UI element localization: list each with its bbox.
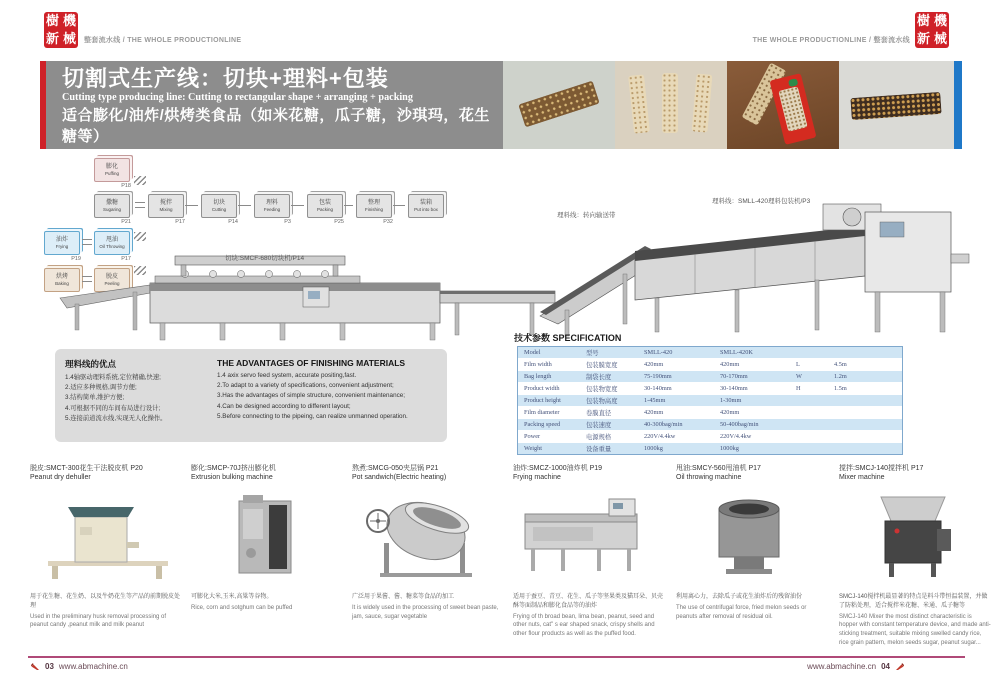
spec-cell: 卷膜直径 — [586, 410, 612, 417]
packaged-bars-photo — [727, 61, 839, 149]
spec-cell: 420mm — [720, 361, 740, 368]
machine-card-fryer — [513, 464, 665, 639]
spec-cell: 1000kg — [644, 445, 663, 452]
flow-card-label-zh: 油炸 — [55, 237, 68, 243]
granola-bar — [518, 81, 600, 128]
spec-cell: Film diameter — [524, 409, 560, 416]
spec-cell: 包装膜宽度 — [586, 362, 618, 369]
photo-strip-blue-bar — [954, 61, 962, 149]
flow-card-label-en: Finishing — [364, 207, 383, 212]
advantage-item: 1.4轴驱动理料系统,定位精确,快速; — [65, 374, 161, 381]
flow-card-label-zh: 脱皮 — [105, 274, 118, 280]
machine-title-en: Mixer machine — [839, 474, 885, 482]
flow-card-label-zh: 搅拌 — [159, 200, 172, 206]
packing-machine-label: 理料线：SMLL-420理料包装机/P3 — [712, 198, 811, 205]
flow-card-label-en: Frying — [55, 244, 69, 249]
spec-cell: 4.5m — [834, 361, 847, 368]
spec-cell: 包装物高度 — [586, 398, 618, 405]
spec-cell: W — [796, 373, 802, 380]
flow-card-label-en: Feeding — [263, 207, 281, 212]
spec-cell: Power — [524, 433, 541, 440]
seal-char: 機 — [933, 13, 947, 28]
seal-char: 械 — [933, 31, 947, 46]
seal-char: 樹 — [45, 13, 59, 28]
spec-row — [518, 358, 902, 370]
machine-desc-zh: SMCJ-140搅拌机最显著的特点是料斗带恒温装置，并做了防粘处理，适合搅拌米花糖、米通、瓜子糖等 — [839, 594, 988, 609]
machine-card-mixer — [839, 464, 991, 647]
flow-card-page-ref: P21 — [121, 219, 131, 225]
flow-card-label-en: Mixing — [159, 207, 173, 212]
spec-cell: Film width — [524, 361, 552, 368]
footer-right — [745, 661, 905, 671]
machine-desc-en: Frying of th broad bean, lima bean, peanut, seed and other nuts, cat" s ear shaped snack, crispy shells and other flour products as well as the puffed food. — [513, 613, 655, 637]
flow-card-label-en: Sugaring — [102, 207, 121, 212]
machine-title-zh: 脱皮:SMCT-300花生干法脱皮机 P20 — [30, 465, 143, 472]
spec-cell: 75-190mm — [644, 373, 672, 380]
spec-row — [518, 382, 902, 394]
spec-cell: 电源规格 — [586, 434, 612, 441]
spec-cell: 包装物宽度 — [586, 386, 618, 393]
flow-card-page-ref: P3 — [284, 219, 291, 225]
advantages-box — [55, 349, 447, 442]
flow-card-page-ref: P32 — [383, 219, 393, 225]
spec-cell: 220V/4.4kw — [644, 433, 676, 440]
flow-card-page-ref: P17 — [121, 256, 131, 262]
flow-card-label-en: Puffing — [105, 171, 119, 176]
flow-card-label-en: Put into box — [414, 207, 438, 212]
machine-title-en: Oil throwing machine — [676, 474, 742, 482]
flow-card-label-zh: 膨化 — [105, 164, 118, 170]
spec-title: 技术参数 SPECIFICATION — [514, 333, 622, 343]
spec-row — [518, 430, 902, 442]
spec-cell: Bag length — [524, 373, 552, 380]
rice-candy-bar — [662, 73, 678, 133]
flow-card-label-zh: 烘烤 — [55, 274, 68, 280]
seal-char: 新 — [916, 31, 930, 46]
spec-row — [518, 406, 902, 418]
spec-row — [518, 442, 902, 454]
flow-connector-diagonal — [134, 176, 146, 185]
spec-row — [518, 418, 902, 430]
spec-cell: Model — [524, 349, 541, 356]
flow-card-label-zh: 整理 — [367, 200, 380, 206]
footer-divider-line — [28, 656, 965, 658]
nut-bar-photo — [839, 61, 954, 149]
advantage-item: 5.连接前道流水线,实现无人化操作。 — [65, 414, 167, 422]
company-seal-logo-left — [44, 12, 78, 48]
machine-title-en: Frying machine — [513, 474, 561, 482]
flow-card-label-zh: 切块 — [212, 200, 225, 206]
spec-cell: 70-170mm — [720, 373, 748, 380]
rice-candy-bar — [692, 73, 713, 132]
oil-thrower-photo — [676, 487, 826, 582]
spec-cell: Packing speed — [524, 421, 561, 428]
flow-card-label-en: Packing — [316, 207, 333, 212]
nut-bar — [850, 92, 941, 120]
jacketed-pot-photo — [352, 487, 502, 582]
flow-card-label-zh: 甩油 — [105, 237, 118, 243]
spec-cell: 包装速度 — [586, 422, 612, 429]
machine-desc-zh: 用于花生糖、花生奶、以及牛奶花生等产品的前期脱皮处理 — [30, 594, 181, 609]
machine-desc-zh: 利用离心力，去除瓜子或花生油炸后的残留油份 — [676, 594, 803, 601]
machine-title-en: Extrusion bulking machine — [191, 474, 273, 482]
header-caption-right: THE WHOLE PRODUCTIONLINE / 整套流水线 — [752, 37, 910, 44]
fryer-photo — [513, 487, 663, 582]
spec-cell: 420mm — [644, 409, 664, 416]
machine-title-zh: 甩油:SMCY-560甩油机 P17 — [676, 465, 761, 472]
flow-card-label-en: Baking — [55, 281, 69, 286]
spec-cell: 制袋长度 — [586, 374, 612, 381]
pen-icon — [30, 661, 40, 671]
page-number-right: 04 — [881, 661, 890, 671]
machine-card-oil-thrower — [676, 464, 828, 621]
spec-cell: 40-300bag/min — [644, 421, 683, 428]
spec-cell: 420mm — [720, 409, 740, 416]
page-number-left: 03 — [45, 661, 54, 671]
flow-card-label-zh: 理料 — [265, 200, 278, 206]
spec-cell: Product height — [524, 397, 561, 404]
footer-left — [30, 661, 128, 671]
turn-conveyor-label: 理料线：转向输送带 — [557, 212, 616, 219]
website-url-left: www.abmachine.cn — [58, 661, 128, 671]
machine-title-en: Peanut dry dehuller — [30, 474, 91, 482]
package-window — [778, 86, 808, 132]
mixer-photo — [839, 487, 989, 582]
spec-cell: 1.2m — [834, 373, 847, 380]
advantage-item: 2.适应多种规格,调节方便; — [65, 384, 137, 392]
flow-card-label-en: Cutting — [211, 207, 227, 212]
spec-cell: SMLL-420K — [720, 349, 753, 356]
spec-cell: 50-400bag/min — [720, 421, 759, 428]
spec-cell: 30-140mm — [720, 385, 748, 392]
machine-card-extruder — [191, 464, 343, 613]
machine-desc-zh: 适用于蚕豆、青豆、花生、瓜子等坚果类及猫耳朵、贝壳酥等面制品和膨化食品等的油炸 — [513, 594, 664, 609]
title-banner — [46, 61, 503, 159]
seal-char: 械 — [62, 31, 76, 46]
flow-card-label-zh: 撒糖 — [105, 200, 118, 206]
flow-card-page-ref: P14 — [228, 219, 238, 225]
machine-desc-zh: 可膨化大米,玉米,高粱等谷物。 — [191, 594, 273, 601]
flow-card-puffing — [94, 158, 134, 189]
page-subtitle: 适合膨化/油炸/烘烤类食品（如米花糖，瓜子糖，沙琪玛，花生糖等） — [62, 107, 490, 146]
advantages-zh-title: 理料线的优点 — [65, 359, 117, 369]
spec-cell: 1.5m — [834, 385, 847, 392]
spec-cell: 220V/4.4kw — [720, 433, 752, 440]
header-caption-left: 整套流水线 / THE WHOLE PRODUCTIONLINE — [84, 37, 242, 44]
advantage-item: 1.4 axix servo feed system, accurate positing,fast. — [217, 372, 357, 379]
company-seal-logo-right — [915, 12, 949, 48]
spec-table — [517, 346, 903, 455]
spec-cell: 420mm — [644, 361, 664, 368]
spec-cell: H — [796, 385, 801, 392]
advantages-en-title: THE ADVANTAGES OF FINISHING MATERIALS — [217, 358, 406, 368]
spec-cell: Product width — [524, 385, 560, 392]
machine-title-zh: 油炸:SMCZ-1000油炸机 P19 — [513, 465, 603, 472]
seal-char: 新 — [45, 31, 59, 46]
machine-desc-en: Used in the preliminary husk removal processing of peanut candy ,peanut milk and milk peanut — [30, 613, 167, 629]
granola-bar-photo — [503, 61, 615, 149]
machine-desc-en: The use of centrifugal force, fried melon seeds or peanuts after removal of residual oil. — [676, 604, 807, 620]
machine-desc-en: Rice, corn and sotghum can be puffed — [191, 604, 293, 611]
flow-card-label-en: Peeling — [104, 281, 120, 286]
page-title: 切割式生产线：切块+理料+包装 — [62, 66, 389, 91]
rice-candy-bar — [628, 74, 650, 133]
spec-cell: 1-30mm — [720, 397, 742, 404]
rice-candy-bars-photo — [615, 61, 727, 149]
machine-title-zh: 膨化:SMCP-70J挤出膨化机 — [191, 465, 276, 472]
machine-title-zh: 熬煮:SMCG-050夹层锅 P21 — [352, 465, 439, 472]
advantage-item: 2.To adapt to a variety of specifications, convenient adjustment; — [217, 382, 394, 390]
cutting-machine-label: 切块:SMCF-680切块机/P14 — [225, 255, 305, 262]
spec-row — [518, 347, 902, 358]
advantage-item: 3.Has the advantages of simple structure, convenient maintenance; — [217, 392, 405, 400]
spec-cell: 1-45mm — [644, 397, 666, 404]
advantage-item: 3.结构简单,维护方便; — [65, 394, 125, 402]
advantage-item: 5.Before connecting to the pipeing, can realize unmanned operation. — [217, 412, 408, 420]
machine-desc-zh: 广泛用于果酱、酱、糖菜等食品的加工 — [352, 594, 455, 601]
page-title-en: Cutting type producing line: Cutting to rectangular shape + arranging + packing — [62, 92, 413, 104]
flow-card-label-en: Oil Throwing — [99, 244, 125, 249]
spec-cell: SMLL-420 — [644, 349, 673, 356]
advantages-en — [217, 358, 437, 433]
flow-card-page-ref: P25 — [334, 219, 344, 225]
dehuller-photo — [30, 487, 180, 582]
red-wrapper-package — [769, 73, 816, 145]
spec-row — [518, 370, 902, 382]
spec-cell: L — [796, 361, 800, 368]
machine-card-jacketed-pot — [352, 464, 504, 621]
spec-cell: 型号 — [586, 350, 599, 357]
spec-cell: 1000kg — [720, 445, 739, 452]
spec-cell: 30-140mm — [644, 385, 672, 392]
flow-card-page-ref: P18 — [121, 183, 131, 189]
flow-card-label-zh: 包装 — [318, 200, 331, 206]
production-line-illustration — [35, 188, 970, 346]
machine-desc-en: SMCJ-140 Mixer the most distinct characteristic is hopper with constant temperature device, and made anti-sticking treatment, suitable mixing swelled candy rice, rice grain pattern, melon seeds sugar, peanut sugar... — [839, 613, 991, 646]
seal-char: 機 — [62, 13, 76, 28]
advantage-item: 4.Can be designed according to different layout; — [217, 402, 351, 410]
flow-card-label-zh: 装箱 — [419, 200, 432, 206]
website-url-right: www.abmachine.cn — [807, 661, 877, 671]
flow-card-page-ref: P19 — [71, 256, 81, 262]
page-subtitle-en: Suitable for puffed/Fried/Baking foods&Such as puffed rice candy, seed candy, caramel treats, peanut candy, etc. — [62, 149, 465, 159]
spec-row — [518, 394, 902, 406]
machine-desc-en: It is widely used in the processing of sweet bean paste, jam, sauce, sugar vegetable — [352, 604, 499, 620]
package-label — [788, 78, 798, 87]
advantage-item: 4.可根据不同的车间布局进行设计; — [65, 404, 161, 412]
pen-icon — [895, 661, 905, 671]
spec-cell: Weight — [524, 445, 543, 452]
spec-cell: 设备重量 — [586, 446, 612, 453]
seal-char: 樹 — [916, 13, 930, 28]
machine-title-en: Pot sandwich(Electric heating) — [352, 474, 447, 482]
extruder-photo — [191, 487, 341, 582]
machine-card-dehuller — [30, 464, 182, 630]
flow-card-page-ref: P17 — [175, 219, 185, 225]
machine-title-zh: 搅拌:SMCJ-140搅拌机 P17 — [839, 465, 924, 472]
advantages-zh — [65, 358, 217, 433]
